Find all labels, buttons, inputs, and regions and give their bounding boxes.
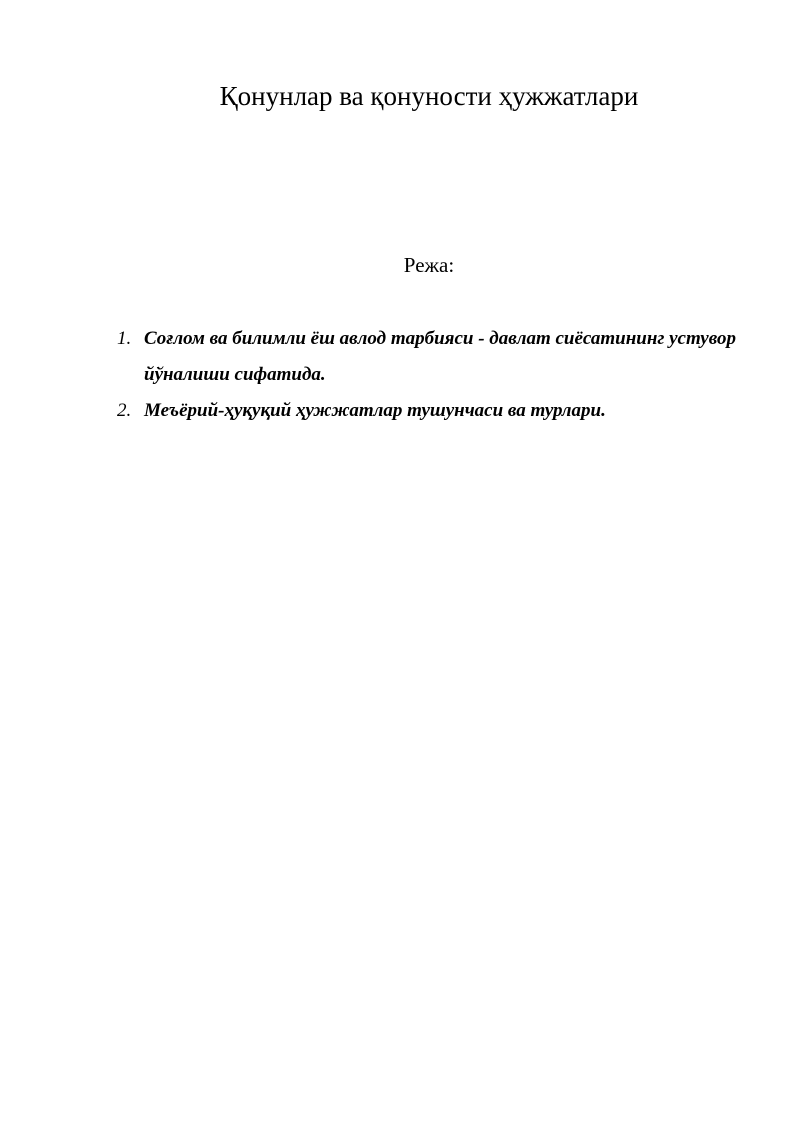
plan-item bbox=[117, 321, 747, 393]
plan-list bbox=[117, 321, 747, 429]
plan-item-number: 1. bbox=[117, 328, 132, 349]
plan-heading: Режа: bbox=[403, 253, 455, 277]
plan-item-text: Меъёрий-ҳуқуқий ҳужжатлар тушунчаси ва турлари. bbox=[144, 400, 606, 421]
plan-item-text: Соғлом ва билимли ёш авлод тарбияси - давлат сиёсатининг устувор йўналиши сифатида. bbox=[144, 328, 736, 385]
plan-item bbox=[117, 393, 747, 429]
page-title: Қонунлар ва қонуности ҳужжатлари bbox=[219, 81, 639, 111]
plan-item-number: 2. bbox=[117, 400, 132, 421]
